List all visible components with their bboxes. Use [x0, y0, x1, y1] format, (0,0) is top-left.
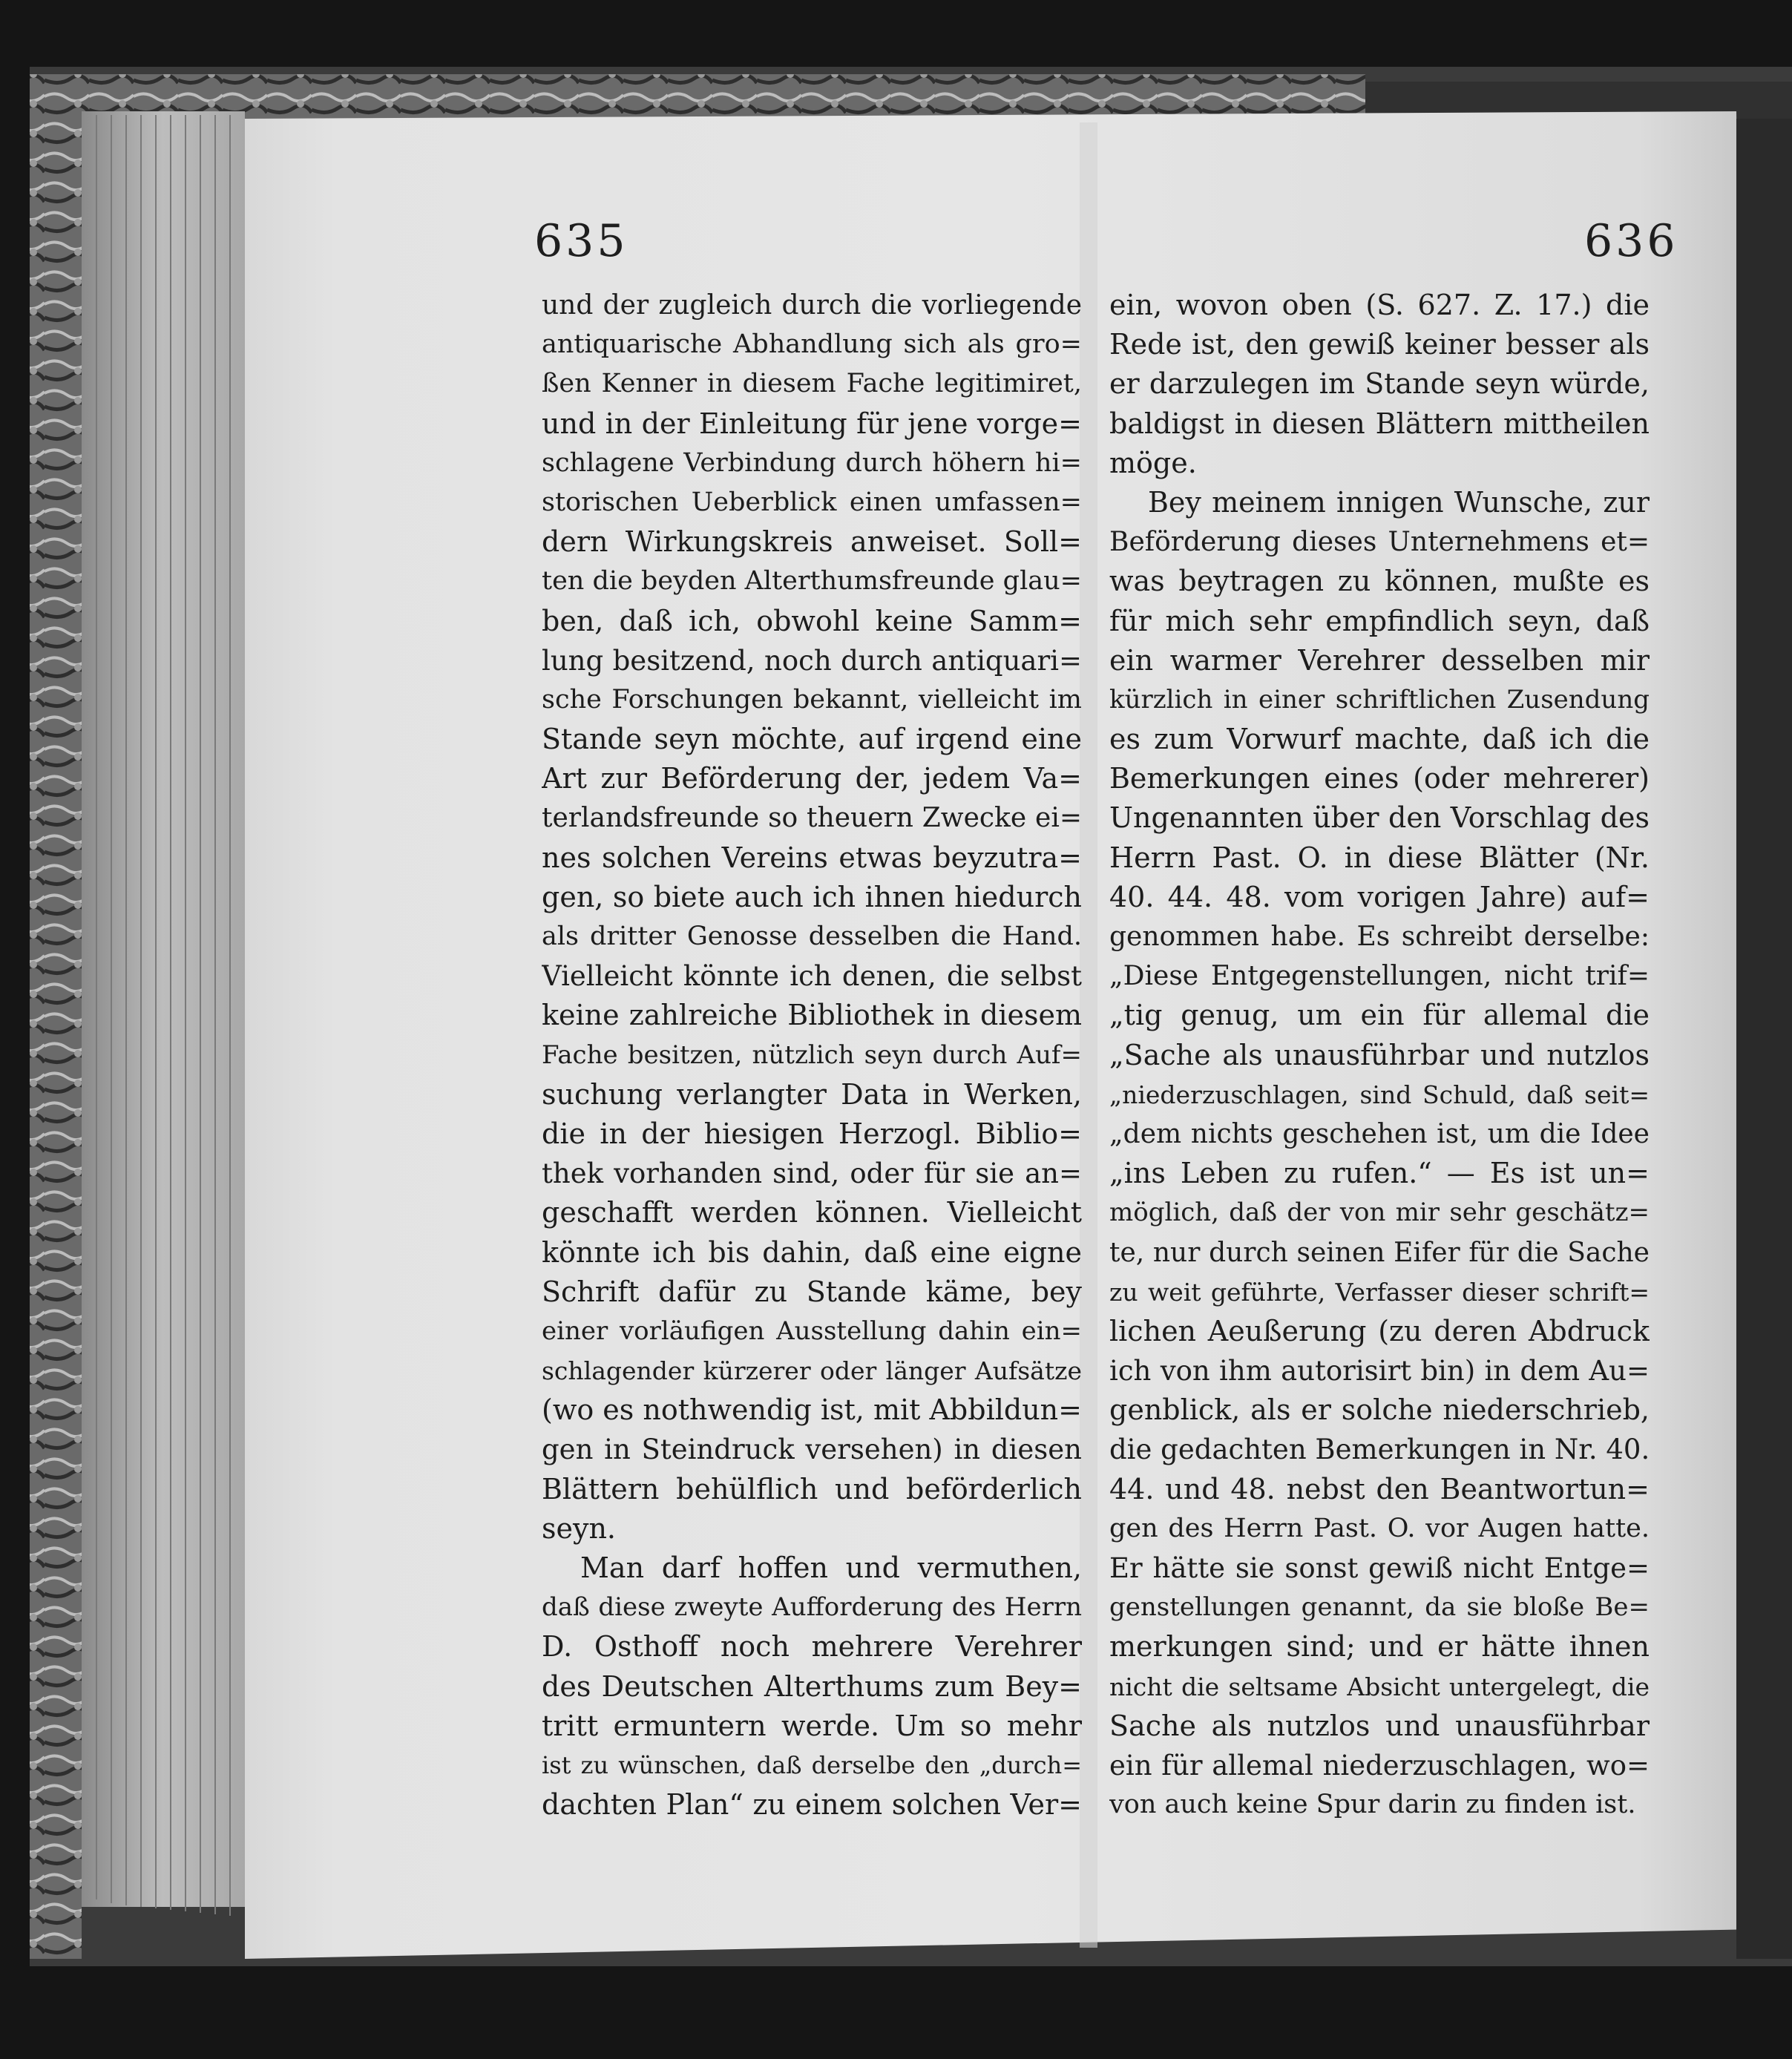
text-line: die in der hiesigen Herzogl. Biblio= — [542, 1117, 1082, 1150]
text-line: seyn. — [542, 1511, 617, 1545]
text-line: die gedachten Bemerkungen in Nr. 40. — [1109, 1434, 1650, 1466]
text-line: Ungenannten über den Vorschlag des — [1109, 801, 1650, 835]
text-line: „tig genug, um ein für allemal die — [1109, 999, 1650, 1032]
text-line: dern Wirkungskreis anweiset. Soll= — [542, 525, 1082, 559]
text-line: gen in Steindruck versehen) in diesen — [542, 1434, 1082, 1466]
text-line: für mich sehr empfindlich seyn, daß — [1109, 604, 1650, 637]
text-line: sche Forschungen bekannt, vielleicht im — [542, 684, 1082, 715]
text-line: von auch keine Spur darin zu finden ist. — [1109, 1790, 1636, 1820]
text-line: genommen habe. Es schreibt derselbe: — [1109, 922, 1650, 952]
text-line: nicht die seltsame Absicht untergelegt, die — [1109, 1672, 1650, 1701]
text-line: baldigst in diesen Blättern mittheilen — [1109, 407, 1650, 440]
text-line: ich von ihm autorisirt bin) in dem Au= — [1109, 1355, 1650, 1388]
text-line: Sache als nutzlos und unausführbar — [1109, 1709, 1650, 1742]
text-line: ein für allemal niederzuschlagen, wo= — [1109, 1749, 1650, 1781]
text-line: antiquarische Abhandlung sich als gro= — [542, 329, 1082, 360]
text-column-left — [542, 286, 1082, 1825]
text-line: Schrift dafür zu Stande käme, bey — [542, 1275, 1082, 1308]
text-line: Herrn Past. O. in diese Blätter (Nr. — [1109, 841, 1650, 874]
text-line: schlagene Verbindung durch höhern hi= — [542, 447, 1082, 478]
text-line: schlagender kürzerer oder länger Aufsätze — [542, 1356, 1082, 1386]
text-line: Er hätte sie sonst gewiß nicht Entge= — [1109, 1552, 1650, 1584]
text-line: dachten Plan“ zu einem solchen Ver= — [542, 1788, 1082, 1822]
page-number-left: 635 — [534, 215, 628, 267]
text-line: Art zur Beförderung der, jedem Va= — [542, 762, 1082, 795]
text-line: „Sache als unausführbar und nutzlos — [1109, 1038, 1650, 1071]
text-line: daß diese zweyte Aufforderung des Herrn — [542, 1592, 1082, 1623]
text-line: Blättern behülflich und beförderlich — [542, 1472, 1082, 1505]
text-line: ten die beyden Alterthumsfreunde glau= — [542, 566, 1082, 597]
text-line: kürzlich in einer schriftlichen Zusendung — [1109, 684, 1650, 715]
text-line: er darzulegen im Stande seyn würde, — [1109, 367, 1650, 401]
text-line: „ins Leben zu rufen.“ — Es ist un= — [1109, 1157, 1650, 1190]
text-line: tritt ermuntern werde. Um so mehr — [542, 1709, 1082, 1742]
text-line: des Deutschen Alterthums zum Bey= — [542, 1669, 1082, 1703]
text-line: merkungen sind; und er hätte ihnen — [1109, 1630, 1650, 1664]
text-line: Man darf hoffen und vermuthen, — [580, 1551, 1082, 1584]
text-line: 40. 44. 48. vom vorigen Jahre) auf= — [1109, 880, 1650, 913]
text-line: geschafft werden können. Vielleicht — [542, 1196, 1082, 1229]
text-line: als dritter Genosse desselben die Hand. — [542, 922, 1082, 951]
text-line: te, nur durch seinen Eifer für die Sache — [1109, 1237, 1650, 1268]
text-line: terlandsfreunde so theuern Zwecke ei= — [542, 803, 1082, 834]
text-line: D. Osthoff noch mehrere Verehrer — [542, 1630, 1082, 1664]
text-line: Stande seyn möchte, auf irgend eine — [542, 723, 1082, 756]
text-line: lichen Aeußerung (zu deren Abdruck — [1109, 1314, 1650, 1347]
text-line: Fache besitzen, nützlich seyn durch Auf= — [542, 1040, 1082, 1070]
text-line: thek vorhanden sind, oder für sie an= — [542, 1157, 1082, 1190]
text-line: „dem nichts geschehen ist, um die Idee — [1109, 1118, 1650, 1149]
text-line: möglich, daß der von mir sehr geschätz= — [1109, 1198, 1650, 1228]
text-line: was beytragen zu können, mußte es — [1109, 565, 1650, 598]
text-line: Rede ist, den gewiß keiner besser als — [1109, 328, 1650, 361]
text-line: genstellungen genannt, da sie bloße Be= — [1109, 1592, 1650, 1623]
text-line: ben, daß ich, obwohl keine Samm= — [542, 604, 1082, 637]
text-line: lung besitzend, noch durch antiquari= — [542, 644, 1082, 677]
text-line: ein warmer Verehrer desselben mir — [1109, 643, 1650, 677]
page-number-right: 636 — [1584, 215, 1678, 267]
text-line: keine zahlreiche Bibliothek in diesem — [542, 999, 1082, 1032]
text-line: Bemerkungen eines (oder mehrerer) — [1109, 762, 1650, 795]
text-line: ßen Kenner in diesem Fache legitimiret, — [542, 369, 1082, 399]
text-line: und in der Einleitung für jene vorge= — [542, 407, 1082, 440]
text-line: ist zu wünschen, daß derselbe den „durch= — [542, 1750, 1082, 1779]
text-line: „Diese Entgegenstellungen, nicht trif= — [1109, 961, 1650, 992]
text-line: gen des Herrn Past. O. vor Augen hatte. — [1109, 1513, 1650, 1543]
text-column-right — [1109, 286, 1650, 1825]
text-line: Vielleicht könnte ich denen, die selbst — [542, 960, 1082, 993]
text-line: (wo es nothwendig ist, mit Abbildun= — [542, 1393, 1082, 1427]
text-line: Beförderung dieses Unternehmens et= — [1109, 527, 1650, 558]
text-line: möge. — [1109, 446, 1197, 479]
text-line: Bey meinem innigen Wunsche, zur — [1148, 485, 1650, 519]
text-line: suchung verlangter Data in Werken, — [542, 1077, 1082, 1111]
text-line: und der zugleich durch die vorliegende — [542, 290, 1082, 321]
text-line: es zum Vorwurf machte, daß ich die — [1109, 723, 1650, 756]
text-line: storischen Ueberblick einen umfassen= — [542, 487, 1082, 517]
text-line: „niederzuschlagen, sind Schuld, daß seit= — [1109, 1080, 1650, 1109]
text-line: einer vorläufigen Ausstellung dahin ein= — [542, 1316, 1082, 1346]
text-line: ein, wovon oben (S. 627. Z. 17.) die — [1109, 289, 1650, 321]
text-line: zu weit geführte, Verfasser dieser schrift= — [1109, 1277, 1650, 1307]
text-line: 44. und 48. nebst den Beantwortun= — [1109, 1472, 1650, 1505]
text-line: genblick, als er solche niederschrieb, — [1109, 1393, 1650, 1427]
text-line: nes solchen Vereins etwas beyzutra= — [542, 841, 1082, 874]
text-line: könnte ich bis dahin, daß eine eigne — [542, 1235, 1082, 1269]
text-line: gen, so biete auch ich ihnen hiedurch — [542, 880, 1082, 913]
